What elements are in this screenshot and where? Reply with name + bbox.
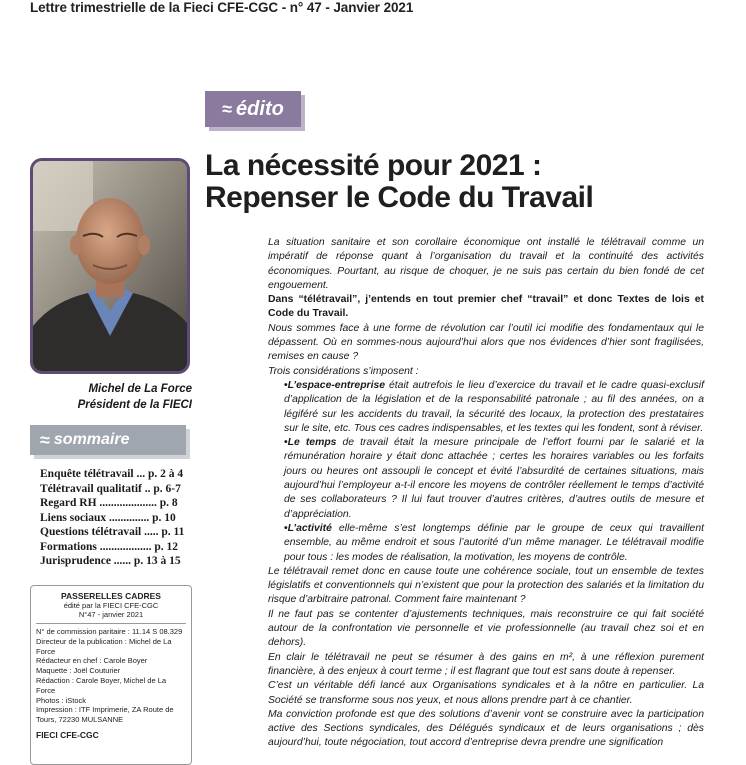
wave-icon: ≈ — [40, 429, 50, 450]
paragraph: Il ne faut pas se contenter d’ajustements techniques, mais reconstruire ce qui fait société autour de la confrontation vie personnelle et vie professionnelle (au travail chez soi et en dehors). — [268, 608, 704, 649]
passerelles-editor: édité par la FIECI CFE-CGC — [63, 601, 159, 610]
sommaire-item[interactable]: Formations .................. p. 12 — [40, 540, 178, 553]
passerelles-footer: FIECI CFE-CGC — [36, 729, 99, 740]
edito-badge — [205, 91, 301, 127]
wave-icon: ≈ — [222, 98, 233, 119]
photo-caption — [30, 381, 192, 413]
bullet-item — [268, 522, 704, 565]
credit-line: Rédaction : Carole Boyer, Michel de La Force — [36, 675, 167, 695]
sommaire-item[interactable]: Télétravail qualitatif .. p. 6-7 — [40, 482, 181, 495]
edito-label: édito — [236, 97, 284, 120]
author-role: Président de la FIECI — [77, 399, 192, 411]
paragraph: Ma conviction profonde est que des solutions d’avenir vont se construire avec la participation active des Sections syndicales, des Délégués syndicaux et de leurs organisations ; dès aujourd’hui, toute négociation, tout accord d’entreprise devra prendre une signification — [268, 708, 704, 749]
passerelles-box — [30, 585, 192, 765]
bullet-text: était autrefois le lieu d’exercice du travail et le cadre quasi-exclusif d’application de la législation et de la responsabilité patronale ; au fil des années, on a légiféré sur les accidents du travail, la sécurité des locaux, la protection des prestataires sur le site, etc. Tous ces cadres indispensables, et les textes qui les fondent, sont à réviser. — [284, 379, 704, 434]
paragraph: En clair le télétravail ne peut se résumer à des gains en m², à une réflexion purement financière, à des enjeux à court terme ; il est flagrant que tout est sans doute à repenser. — [268, 651, 704, 677]
bullet-item — [268, 436, 704, 522]
title-line-2: Repenser le Code du Travail — [205, 181, 594, 214]
bullet-lead: L’espace-entreprise — [287, 379, 386, 391]
newsletter-header: Lettre trimestrielle de la Fieci CFE-CGC - n° 47 - Janvier 2021 — [30, 0, 414, 15]
bullet-lead: L’activité — [287, 522, 332, 534]
paragraph: C’est un véritable défi lancé aux Organisations syndicales et à la nôtre en particulier. La Société se transforme sous nos yeux, et nous allons prendre part à ce chantier. — [268, 680, 704, 706]
sommaire-item[interactable]: Enquête télétravail ... p. 2 à 4 — [40, 468, 184, 480]
sommaire-list — [40, 467, 190, 569]
paragraph: Le télétravail remet donc en cause toute une cohérence sociale, tout un ensemble de textes législatifs et conventionnels qui n’existent que pour la protection des salariés et la limitation du risque d’arbitraire patronal. Comment faire maintenant ? — [268, 565, 704, 606]
bullet-text: de travail était la mesure principale de l’effort fourni par le salarié et la rémunération horaire y était donc attachée ; certes les horaires variables ou les forfaits jours ou heures ont assoupli le concept et évité l’absurdité de certaines situations, mais aujourd’hui l’employeur a-t-il encore les moyens de contrôler réellement le temps d’activité de ses collaborateurs ? Il lui faut trouver d’autres critères, d’autres outils de mesure et d’appréciation. — [284, 437, 704, 520]
bullet-lead: Le temps — [287, 437, 337, 449]
credit-line: Rédacteur en chef : Carole Boyer — [36, 656, 148, 666]
sommaire-item[interactable]: Regard RH .................... p. 8 — [40, 497, 178, 509]
sommaire-label: sommaire — [53, 431, 130, 448]
author-photo — [30, 158, 190, 374]
article-body — [268, 236, 704, 751]
passerelles-title: PASSERELLES CADRES — [61, 591, 161, 601]
portrait-image — [33, 161, 187, 371]
author-name: Michel de La Force — [88, 383, 192, 395]
sommaire-item[interactable]: Liens sociaux .............. p. 10 — [40, 511, 176, 524]
article-title — [205, 150, 725, 214]
title-line-1: La nécessité pour 2021 : — [205, 149, 542, 182]
paragraph: La situation sanitaire et son corollaire économique ont installé le télétravail comme un impératif de réponse quant à l’organisation du travail et la continuité des activités économiques. Pourtant, au risque de choquer, je ne suis pas certain du bien fondé de cet engouement. — [268, 237, 704, 291]
paragraph-bold: Dans “télétravail”, j’entends en tout premier chef “travail” et donc Textes de lois et Code du Travail. — [268, 294, 704, 320]
paragraph: Nous sommes face à une forme de révolution car l’outil ici modifie des fondamentaux qui le dépassent. Où en sommes-nous aujourd’hui alors que nos évidences d’hier sont fragilisées, remises en cause ? — [268, 322, 704, 363]
divider — [36, 623, 186, 624]
credit-line: Directeur de la publication : Michel de La Force — [36, 636, 172, 656]
credit-line: N° de commission paritaire : 11.14 S 08.329 — [36, 627, 183, 636]
bullet-text: elle-même s’est longtemps définie par le groupe de ceux qui travaillent ensemble, au même endroit et sous l’autorité d’un même manager. Le télétravail modifie pour tous : les modes de réalisation, la motivation, les moyens de contrôle. — [284, 522, 704, 563]
paragraph: Trois considérations s’imposent : — [268, 365, 419, 377]
bullet-item — [268, 379, 704, 436]
credit-line: Photos : iStock — [36, 695, 87, 705]
sommaire-item[interactable]: Jurisprudence ...... p. 13 à 15 — [40, 555, 181, 567]
credit-line: Maquette : Joël Couturier — [36, 666, 121, 676]
credit-line: Impression : ITF Imprimerie, ZA Route de Tours, 72230 MULSANNE — [36, 705, 174, 725]
sommaire-item[interactable]: Questions télétravail ..... p. 11 — [40, 526, 185, 538]
sommaire-badge — [30, 425, 186, 455]
passerelles-issue: N°47 - janvier 2021 — [78, 610, 144, 619]
